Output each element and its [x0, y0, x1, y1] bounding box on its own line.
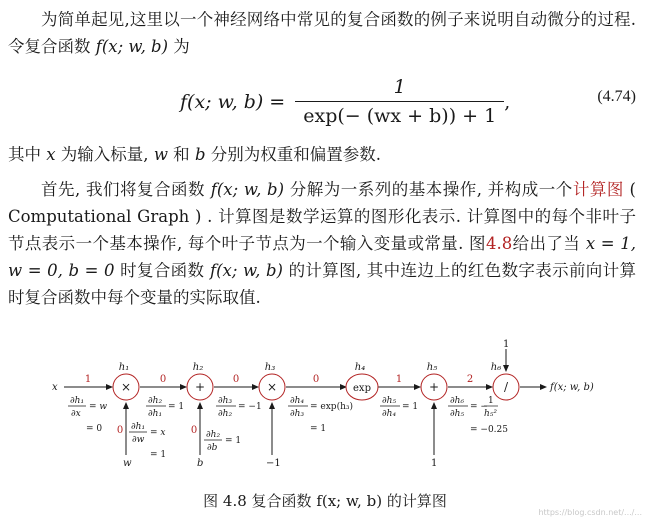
- deriv-h1-w-num: ∂h₁: [131, 422, 146, 432]
- desc-text: 分解为一系列的基本操作, 并构成一个: [284, 180, 573, 199]
- deriv-h2-b-eq: = 1: [225, 436, 242, 446]
- value-x: 1: [84, 374, 92, 385]
- paragraph-variables: [8, 141, 636, 168]
- deriv-h2-h1-eq: = 1: [168, 402, 185, 412]
- vars-text: 为输入标量,: [55, 145, 154, 164]
- figure-reference-link[interactable]: 4.8: [485, 234, 513, 253]
- equation-denominator: exp(− (wx + b)) + 1: [295, 101, 504, 127]
- deriv-h1-x-num: ∂h₁: [70, 396, 85, 406]
- equation-numerator: 1: [393, 76, 406, 98]
- equation-lhs: f(x; w, b) =: [180, 90, 286, 113]
- node-h2-op: +: [194, 380, 206, 394]
- input-one-h5-label: 1: [431, 458, 438, 469]
- desc-text: 首先, 我们将复合函数: [41, 180, 211, 199]
- deriv-h5-h4-eq: = 1: [402, 402, 419, 412]
- deriv-h3-h2-den: ∂h₂: [218, 409, 233, 419]
- node-h1-op: ×: [120, 380, 132, 394]
- desc-func: f(x; w, b): [210, 180, 285, 199]
- deriv-h4-h3-den: ∂h₃: [290, 409, 305, 419]
- paragraph-intro: [8, 6, 636, 60]
- deriv-h5-h4-den: ∂h₄: [382, 409, 397, 419]
- deriv-h1-w-eq: = x: [150, 428, 166, 438]
- desc-text: 的计算图, 其中连边上的红色数字表示前向计算时复合函数中每个变量的实际取值.: [8, 261, 636, 307]
- deriv-h6-h5-den: ∂h₅: [450, 409, 465, 419]
- deriv-h1-w-val: = 1: [150, 450, 167, 460]
- input-w-label: w: [123, 458, 132, 469]
- intro-func: f(x; w, b): [95, 37, 169, 56]
- node-labels: [119, 362, 501, 373]
- vars-text: 其中: [8, 145, 47, 164]
- var-w: w: [153, 145, 168, 164]
- term-computational-graph[interactable]: 计算图: [572, 180, 624, 199]
- deriv-h2-b-num: ∂h₂: [206, 430, 221, 440]
- desc-condition: x = 1, w = 0, b = 0: [8, 234, 636, 280]
- node-h6-op: /: [503, 380, 509, 394]
- node-h3-op: ×: [266, 380, 278, 394]
- deriv-h6-h5-frac-den: h₅²: [484, 409, 498, 419]
- deriv-h6-h5-num: ∂h₆: [450, 396, 465, 406]
- node-h4-op: exp: [353, 383, 371, 394]
- equation-4-74: [0, 70, 650, 130]
- deriv-h5-h4-num: ∂h₅: [382, 396, 397, 406]
- vars-text: 分别为权重和偏置参数.: [205, 145, 381, 164]
- value-h3: 0: [312, 374, 320, 385]
- intro-text: 为简单起见,这里以一个神经网络中常见的复合函数的例子来说明自动微分的过程. 令复合函数: [8, 10, 636, 56]
- desc-func-2: f(x; w, b): [209, 261, 283, 280]
- deriv-h1-x-den: ∂x: [71, 409, 81, 419]
- deriv-h4-h3-num: ∂h₄: [290, 396, 305, 406]
- value-b: 0: [190, 425, 198, 436]
- deriv-h2-h1-den: ∂h₁: [148, 409, 163, 419]
- node-h2-label: h₂: [192, 362, 204, 373]
- value-h5: 2: [466, 374, 474, 385]
- vars-text: 和: [167, 145, 195, 164]
- equation-comma: ,: [504, 90, 511, 113]
- deriv-h3-h2-num: ∂h₃: [218, 396, 233, 406]
- value-h1: 0: [159, 374, 167, 385]
- node-h3-label: h₃: [264, 362, 276, 373]
- node-h6-label: h₆: [490, 362, 502, 373]
- deriv-h6-h5-eq: = −: [470, 402, 488, 412]
- equation-fraction: [295, 76, 504, 127]
- equation-body: [180, 76, 510, 127]
- deriv-h4-h3-eq: = exp(h₃): [310, 402, 353, 412]
- watermark: https://blog.csdn.net/.../...: [538, 508, 642, 517]
- deriv-h2-h1-num: ∂h₂: [148, 396, 163, 406]
- node-h5-label: h₅: [426, 362, 438, 373]
- node-h1-label: h₁: [118, 362, 130, 373]
- desc-text: 时复合函数: [114, 261, 210, 280]
- deriv-h2-b-den: ∂b: [207, 443, 218, 453]
- figure-caption: 图 4.8 复合函数 f(x; w, b) 的计算图: [203, 492, 447, 510]
- input-b-label: b: [197, 458, 204, 469]
- deriv-h1-x-eq: = w: [89, 402, 108, 412]
- desc-text: 给出了当: [512, 234, 586, 253]
- node-h4-label: h₄: [354, 362, 366, 373]
- derivative-annotations: [68, 396, 508, 460]
- output-label: f(x; w, b): [550, 382, 594, 393]
- node-h5-op: +: [428, 380, 440, 394]
- value-w: 0: [116, 425, 124, 436]
- input-x-label: x: [52, 382, 58, 393]
- paragraph-graph-desc: [8, 176, 636, 311]
- deriv-h6-h5-frac-num: 1: [488, 396, 494, 406]
- value-h2: 0: [232, 374, 240, 385]
- deriv-h6-h5-val: = −0.25: [470, 425, 508, 435]
- intro-text-end: 为: [168, 37, 190, 56]
- deriv-h3-h2-eq: = −1: [238, 402, 262, 412]
- var-x: x: [46, 145, 56, 164]
- deriv-h4-h3-val: = 1: [310, 424, 327, 434]
- deriv-h1-x-val: = 0: [86, 424, 103, 434]
- input-one-h6-label: 1: [503, 339, 510, 350]
- input-minus-one-label: −1: [266, 458, 281, 469]
- value-h4: 1: [395, 374, 403, 385]
- equation-label: (4.74): [597, 88, 636, 105]
- deriv-h1-w-den: ∂w: [132, 435, 145, 445]
- var-b: b: [194, 145, 206, 164]
- desc-text: ( Computational Graph ) . 计算图是数学运算的图形化表示. 计算图中的每个非叶子节点表示一个基本操作, 每个叶子节点为一个输入变量或常量. 图: [8, 180, 636, 253]
- computational-graph: [0, 335, 650, 480]
